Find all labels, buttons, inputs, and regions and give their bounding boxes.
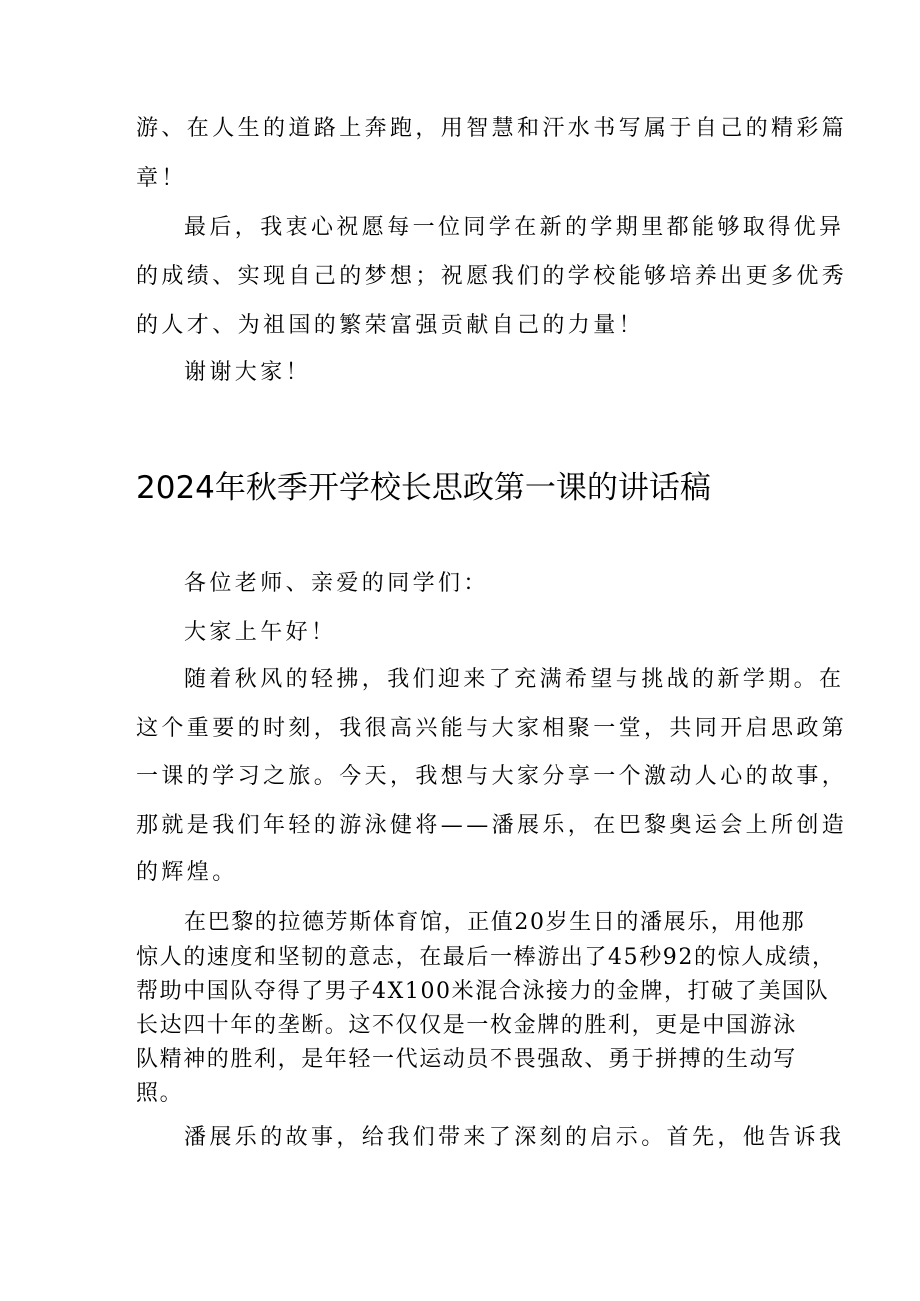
paragraph-line: 的辉煌。 (136, 860, 238, 885)
paragraph-line: 那就是我们年轻的游泳健将——潘展乐，在巴黎奥运会上所创造 (136, 813, 848, 838)
paragraph-line: 随着秋风的轻拂，我们迎来了充满希望与挑战的新学期。在 (184, 667, 845, 692)
closing-thanks: 谢谢大家！ (184, 360, 312, 385)
paragraph-line: 这个重要的时刻，我很高兴能与大家相聚一堂，共同开启思政第 (136, 716, 848, 741)
text-line: 的人才、为祖国的繁荣富强贡献自己的力量！ (136, 313, 645, 338)
paragraph-line: 在巴黎的拉德芳斯体育馆，正值20岁生日的潘展乐，用他那 (184, 910, 806, 935)
text-line: 游、在人生的道路上奔跑，用智慧和汗水书写属于自己的精彩篇 (136, 116, 848, 141)
speech-greeting: 各位老师、亲爱的同学们： (184, 571, 489, 596)
paragraph-line: 长达四十年的垄断。这不仅仅是一枚金牌的胜利，更是中国游泳 (136, 1013, 797, 1038)
speech-hello: 大家上午好！ (184, 620, 337, 645)
paragraph-line: 潘展乐的故事，给我们带来了深刻的启示。首先，他告诉我 (184, 1125, 845, 1150)
text-line: 最后，我衷心祝愿每一位同学在新的学期里都能够取得优异 (184, 215, 845, 240)
page-title: 2024年秋季开学校长思政第一课的讲话稿 (136, 470, 711, 506)
text-line: 章！ (136, 166, 187, 191)
paragraph-line: 照。 (136, 1081, 184, 1106)
paragraph-line: 队精神的胜利，是年轻一代运动员不畏强敌、勇于拼搏的生动写 (136, 1047, 797, 1072)
text-line: 的成绩、实现自己的梦想；祝愿我们的学校能够培养出更多优秀 (136, 264, 848, 289)
paragraph-line: 一课的学习之旅。今天，我想与大家分享一个激动人心的故事， (136, 764, 848, 789)
paragraph-line: 惊人的速度和坚韧的意志，在最后一棒游出了45秒92的惊人成绩， (136, 945, 836, 970)
paragraph-line: 帮助中国队夺得了男子4X100米混合泳接力的金牌，打破了美国队 (136, 979, 830, 1004)
